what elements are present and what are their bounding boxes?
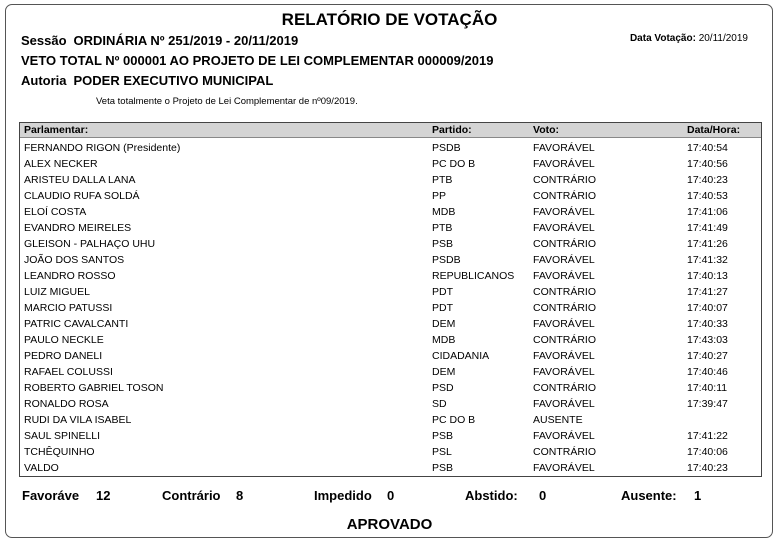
partido-cell: PC DO B xyxy=(432,414,476,426)
partido-cell: PSL xyxy=(432,446,452,458)
total-favoravel-label: Favoráve xyxy=(22,488,80,503)
parlamentar-cell: FERNANDO RIGON (Presidente) xyxy=(24,142,181,154)
matter-title: VETO TOTAL Nº 000001 AO PROJETO DE LEI COMPLEMENTAR 000009/2019 xyxy=(21,53,494,68)
partido-cell: DEM xyxy=(432,366,456,378)
vote-date-label: Data Votação: xyxy=(629,33,696,44)
partido-cell: PTB xyxy=(432,174,453,186)
parlamentar-cell: ROBERTO GABRIEL TOSON xyxy=(24,382,164,394)
table-row xyxy=(20,318,761,334)
voto-cell: FAVORÁVEL xyxy=(533,158,595,170)
totals-bar xyxy=(0,488,779,504)
voto-cell: FAVORÁVEL xyxy=(533,462,595,474)
partido-cell: REPUBLICANOS xyxy=(432,270,515,282)
table-row xyxy=(20,414,761,430)
table-row xyxy=(20,254,761,270)
session-label: Sessão xyxy=(21,33,67,48)
partido-cell: DEM xyxy=(432,318,456,330)
partido-cell: PDT xyxy=(432,286,453,298)
data-hora-cell: 17:41:26 xyxy=(687,238,728,250)
data-hora-cell: 17:40:13 xyxy=(687,270,728,282)
parlamentar-cell: GLEISON - PALHAÇO UHU xyxy=(24,238,156,250)
parlamentar-cell: PATRIC CAVALCANTI xyxy=(24,318,129,330)
voto-cell: FAVORÁVEL xyxy=(533,254,595,266)
voto-cell: CONTRÁRIO xyxy=(533,382,596,394)
data-hora-cell: 17:40:11 xyxy=(687,382,728,394)
voto-cell: FAVORÁVEL xyxy=(533,398,595,410)
parlamentar-cell: MARCIO PATUSSI xyxy=(24,302,113,314)
parlamentar-cell: SAUL SPINELLI xyxy=(24,430,101,442)
data-hora-cell: 17:41:49 xyxy=(687,222,728,234)
partido-cell: PSDB xyxy=(432,254,461,266)
parlamentar-cell: PEDRO DANELI xyxy=(24,350,103,362)
partido-cell: SD xyxy=(432,398,447,410)
table-row xyxy=(20,286,761,302)
partido-cell: PP xyxy=(432,190,447,202)
parlamentar-cell: VALDO xyxy=(24,462,59,474)
parlamentar-cell: RAFAEL COLUSSI xyxy=(24,366,113,378)
total-impedido-label: Impedido xyxy=(314,488,372,503)
table-row xyxy=(20,366,761,382)
partido-cell: MDB xyxy=(432,334,456,346)
parlamentar-cell: RONALDO ROSA xyxy=(24,398,109,410)
voto-cell: FAVORÁVEL xyxy=(533,430,595,442)
authorship-value: PODER EXECUTIVO MUNICIPAL xyxy=(73,73,274,88)
authorship-line xyxy=(21,73,273,88)
summary-text: Veta totalmente o Projeto de Lei Complementar de nº09/2019. xyxy=(96,96,358,107)
parlamentar-cell: TCHÊQUINHO xyxy=(24,446,95,458)
parlamentar-cell: ELOÍ COSTA xyxy=(24,206,87,218)
partido-cell: PSB xyxy=(432,238,454,250)
total-contrario-label: Contrário xyxy=(162,488,221,503)
voto-cell: FAVORÁVEL xyxy=(533,350,595,362)
parlamentar-cell: RUDI DA VILA ISABEL xyxy=(24,414,132,426)
table-row xyxy=(20,350,761,366)
parlamentar-cell: ALEX NECKER xyxy=(24,158,98,170)
table-row xyxy=(20,158,761,174)
table-row xyxy=(20,222,761,238)
table-row xyxy=(20,238,761,254)
table-row xyxy=(20,142,761,158)
voto-cell: CONTRÁRIO xyxy=(533,446,596,458)
total-abstido-label: Abstido: xyxy=(465,488,518,503)
voto-cell: FAVORÁVEL xyxy=(533,366,595,378)
partido-cell: CIDADANIA xyxy=(432,350,490,362)
table-row xyxy=(20,206,761,222)
session-line xyxy=(21,33,298,48)
parlamentar-cell: LEANDRO ROSSO xyxy=(24,270,116,282)
voto-cell: CONTRÁRIO xyxy=(533,334,596,346)
total-impedido-value: 0 xyxy=(387,488,395,503)
col-voto: Voto: xyxy=(533,124,560,136)
data-hora-cell: 17:41:22 xyxy=(687,430,728,442)
voto-cell: FAVORÁVEL xyxy=(533,270,595,282)
table-row xyxy=(20,270,761,286)
data-hora-cell: 17:40:54 xyxy=(687,142,728,154)
total-ausente-label: Ausente: xyxy=(621,488,677,503)
parlamentar-cell: CLAUDIO RUFA SOLDÁ xyxy=(24,190,140,202)
data-hora-cell: 17:40:23 xyxy=(687,462,728,474)
table-row xyxy=(20,382,761,398)
parlamentar-cell: EVANDRO MEIRELES xyxy=(24,222,132,234)
total-favoravel-value: 12 xyxy=(96,488,111,503)
partido-cell: PSB xyxy=(432,430,454,442)
parlamentar-cell: PAULO NECKLE xyxy=(24,334,104,346)
parlamentar-cell: LUIZ MIGUEL xyxy=(24,286,90,298)
col-partido: Partido: xyxy=(432,124,472,136)
voto-cell: CONTRÁRIO xyxy=(533,190,596,202)
table-row xyxy=(20,446,761,462)
vote-date-value: 20/11/2019 xyxy=(698,33,748,44)
total-contrario-value: 8 xyxy=(236,488,244,503)
voto-cell: FAVORÁVEL xyxy=(533,222,595,234)
partido-cell: PSDB xyxy=(432,142,461,154)
parlamentar-cell: ARISTEU DALLA LANA xyxy=(24,174,136,186)
col-parlamentar: Parlamentar: xyxy=(24,124,89,136)
partido-cell: PSB xyxy=(432,462,454,474)
table-row xyxy=(20,302,761,318)
parlamentar-cell: JOÃO DOS SANTOS xyxy=(24,254,125,266)
partido-cell: PSD xyxy=(432,382,454,394)
data-hora-cell: 17:40:46 xyxy=(687,366,728,378)
data-hora-cell: 17:40:23 xyxy=(687,174,728,186)
data-hora-cell: 17:41:27 xyxy=(687,286,728,298)
data-hora-cell: 17:40:33 xyxy=(687,318,728,330)
partido-cell: PTB xyxy=(432,222,453,234)
voto-cell: AUSENTE xyxy=(533,414,583,426)
data-hora-cell: 17:40:53 xyxy=(687,190,728,202)
table-row xyxy=(20,334,761,350)
partido-cell: PC DO B xyxy=(432,158,476,170)
vote-result: APROVADO xyxy=(346,516,433,533)
voto-cell: CONTRÁRIO xyxy=(533,238,596,250)
table-body xyxy=(20,142,761,478)
data-hora-cell: 17:40:27 xyxy=(687,350,728,362)
voto-cell: CONTRÁRIO xyxy=(533,174,596,186)
data-hora-cell: 17:40:56 xyxy=(687,158,728,170)
table-row xyxy=(20,190,761,206)
data-hora-cell: 17:39:47 xyxy=(687,398,728,410)
table-header xyxy=(20,123,761,138)
data-hora-cell: 17:41:06 xyxy=(687,206,728,218)
report-title: RELATÓRIO DE VOTAÇÃO xyxy=(281,10,498,29)
partido-cell: PDT xyxy=(432,302,453,314)
data-hora-cell: 17:40:07 xyxy=(687,302,728,314)
total-abstido-value: 0 xyxy=(539,488,547,503)
votes-table xyxy=(19,122,762,477)
voto-cell: CONTRÁRIO xyxy=(533,302,596,314)
table-row xyxy=(20,462,761,478)
voto-cell: CONTRÁRIO xyxy=(533,286,596,298)
vote-date xyxy=(630,33,748,44)
data-hora-cell: 17:43:03 xyxy=(687,334,728,346)
partido-cell: MDB xyxy=(432,206,456,218)
data-hora-cell: 17:40:06 xyxy=(687,446,728,458)
voto-cell: FAVORÁVEL xyxy=(533,142,595,154)
table-row xyxy=(20,174,761,190)
voto-cell: FAVORÁVEL xyxy=(533,206,595,218)
authorship-label: Autoria xyxy=(21,73,67,88)
session-value: ORDINÁRIA Nº 251/2019 - 20/11/2019 xyxy=(73,33,299,48)
table-row xyxy=(20,398,761,414)
voto-cell: FAVORÁVEL xyxy=(533,318,595,330)
data-hora-cell: 17:41:32 xyxy=(687,254,728,266)
table-row xyxy=(20,430,761,446)
total-ausente-value: 1 xyxy=(694,488,702,503)
col-data-hora: Data/Hora: xyxy=(687,124,741,136)
